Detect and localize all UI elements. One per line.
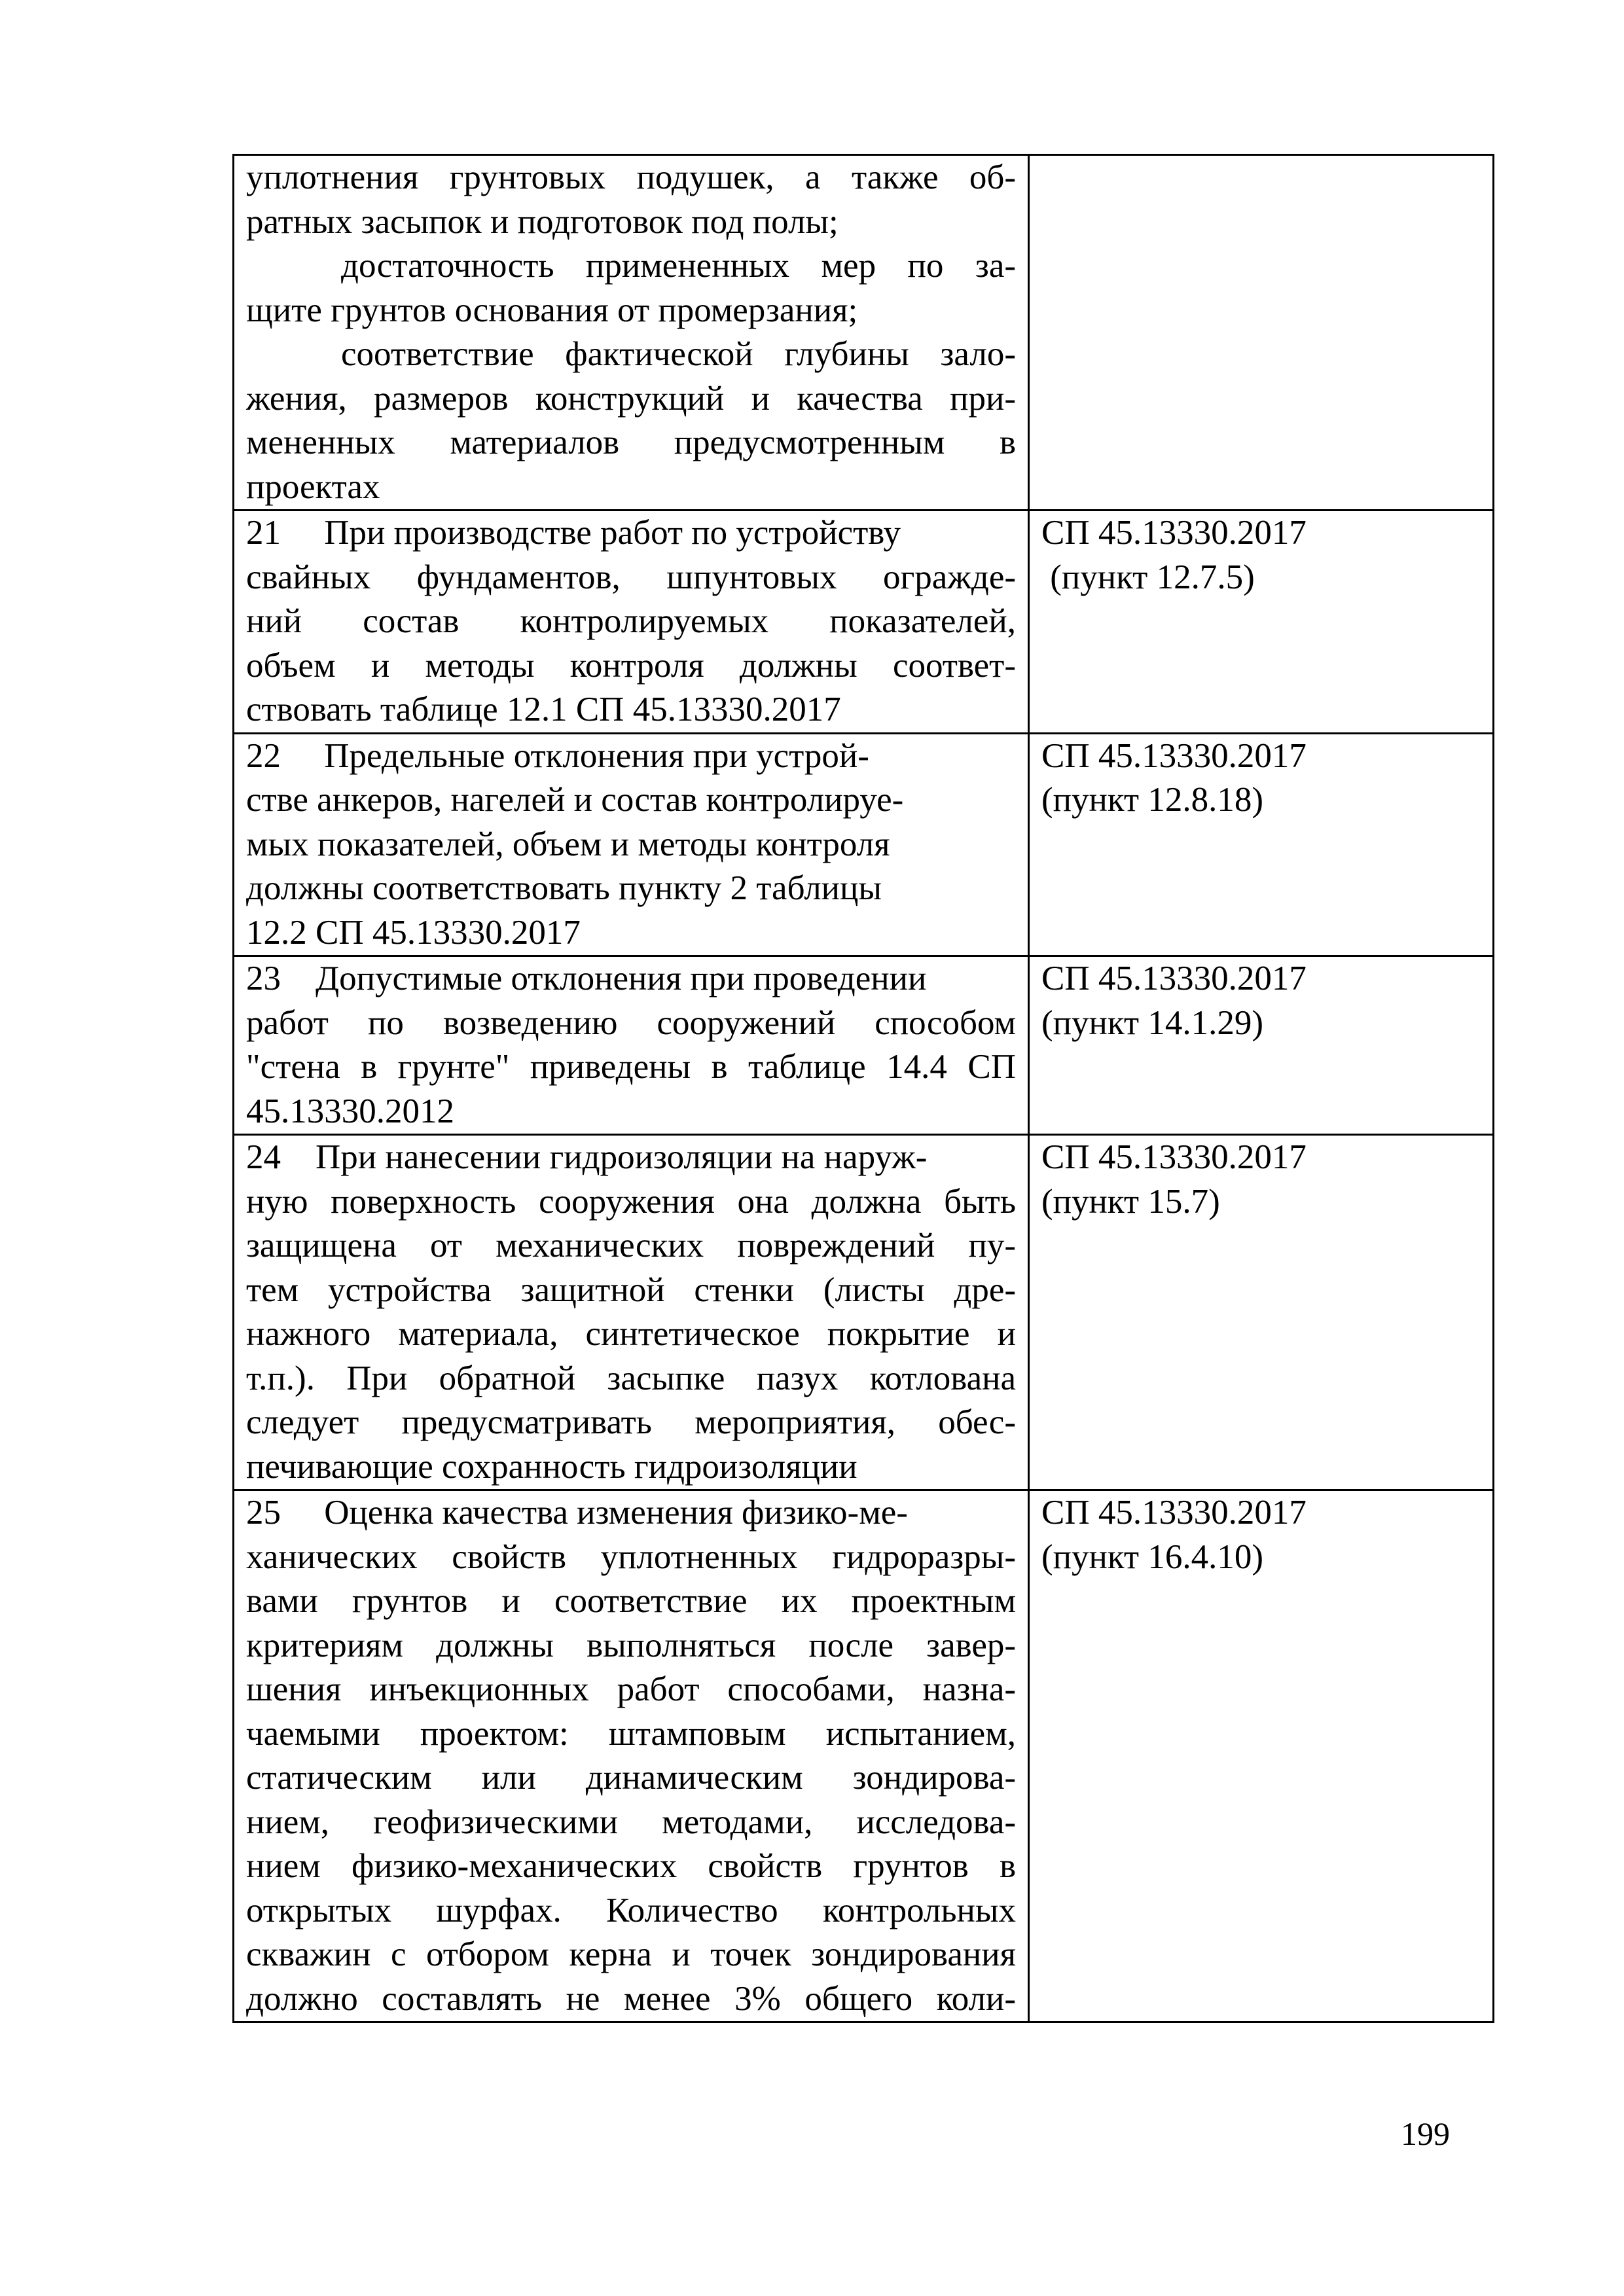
requirement-text-line: соответствие фактической глубины зало- [341, 335, 1016, 373]
reference-cell [1029, 956, 1494, 1135]
table-row [234, 511, 1494, 734]
requirement-text-line: ную поверхность сооружения она должна быть [246, 1182, 1016, 1221]
reference-cell [1029, 1135, 1494, 1490]
requirement-text-line: жения, размеров конструкций и качества при- [246, 379, 1016, 418]
requirement-text-line: т.п.). При обратной засыпке пазух котлована [246, 1359, 1016, 1397]
requirement-text-line: объем и методы контроля должны соответ- [246, 646, 1016, 685]
requirement-text-line: 25 Оценка качества изменения физико-ме- [246, 1494, 908, 1532]
reference-cell [1029, 733, 1494, 956]
reference-text-line: (пункт 14.1.29) [1041, 1003, 1263, 1042]
requirement-text-line: 23 Допустимые отклонения при проведении [246, 960, 927, 997]
requirement-text-line: следует предусматривать мероприятия, обес- [246, 1403, 1016, 1441]
table-body [234, 155, 1494, 2022]
reference-text-line: СП 45.13330.2017 [1041, 1494, 1307, 1532]
requirement-cell [234, 155, 1029, 511]
table-row [234, 1490, 1494, 2022]
table-row [234, 1135, 1494, 1490]
requirement-text-line: скважин с отбором керна и точек зондирования [246, 1935, 1016, 1973]
requirement-text-line: стве анкеров, нагелей и состав контролируе- [246, 781, 904, 819]
requirement-text-line: должны соответствовать пункту 2 таблицы [246, 869, 882, 907]
requirement-text-line: тем устройства защитной стенки (листы дре- [246, 1270, 1016, 1309]
reference-text-line: СП 45.13330.2017 [1041, 1138, 1307, 1176]
reference-cell [1029, 155, 1494, 511]
requirements-table [232, 154, 1494, 2023]
requirement-cell [234, 1135, 1029, 1490]
table-row [234, 956, 1494, 1135]
requirement-cell [234, 733, 1029, 956]
reference-cell [1029, 1490, 1494, 2022]
requirement-text-line: должно составлять не менее 3% общего коли- [246, 1979, 1016, 2018]
requirement-text-line: работ по возведению сооружений способом [246, 1003, 1016, 1042]
requirement-text-line: ний состав контролируемых показателей, [246, 602, 1016, 640]
requirement-text-line: нием физико-механических свойств грунтов в [246, 1847, 1016, 1885]
requirement-text-line: открытых шурфах. Количество контрольных [246, 1891, 1016, 1929]
requirement-text-line: печивающие сохранность гидроизоляции [246, 1447, 857, 1486]
requirement-text-line: чаемыми проектом: штамповым испытанием, [246, 1714, 1016, 1753]
reference-cell [1029, 511, 1494, 734]
requirement-text-line: ратных засыпок и подготовок под полы; [246, 202, 839, 241]
requirement-text-line: мых показателей, объем и методы контроля [246, 825, 890, 863]
requirement-text-line: свайных фундаментов, шпунтовых огражде- [246, 558, 1016, 596]
requirement-text-line: 24 При нанесении гидроизоляции на наруж- [246, 1138, 928, 1176]
requirement-text-line: 22 Предельные отклонения при устрой- [246, 736, 869, 775]
requirement-text-line: нием, геофизическими методами, исследова- [246, 1803, 1016, 1841]
reference-text-line: СП 45.13330.2017 [1041, 514, 1307, 552]
requirement-text-line: вами грунтов и соответствие их проектным [246, 1582, 1016, 1620]
requirement-cell [234, 1490, 1029, 2022]
requirement-text-line: нажного материала, синтетическое покрытие и [246, 1315, 1016, 1353]
requirement-text-line: мененных материалов предусмотренным в [246, 423, 1016, 461]
table-row [234, 155, 1494, 511]
requirement-text-line: 21 При производстве работ по устройству [246, 514, 901, 552]
reference-text-line: СП 45.13330.2017 [1041, 960, 1307, 997]
requirement-text-line: уплотнения грунтовых подушек, а также об- [246, 158, 1016, 196]
requirement-text-line: достаточность примененных мер по за- [341, 247, 1016, 285]
requirement-text-line: статическим или динамическим зондирова- [246, 1759, 1016, 1797]
reference-text-line: (пункт 12.7.5) [1041, 558, 1255, 596]
requirement-cell [234, 956, 1029, 1135]
requirement-cell [234, 511, 1029, 734]
requirement-text-line: "стена в грунте" приведены в таблице 14.4 СП [246, 1048, 1016, 1086]
requirement-text-line: 45.13330.2012 [246, 1092, 454, 1130]
requirement-text-line: проектах [246, 467, 380, 506]
requirement-text-line: шения инъекционных работ способами, назна- [246, 1670, 1016, 1708]
table-row [234, 733, 1494, 956]
reference-text-line: СП 45.13330.2017 [1041, 736, 1307, 775]
requirement-text-line: критериям должны выполняться после завер- [246, 1626, 1016, 1664]
requirement-text-line: защищена от механических повреждений пу- [246, 1227, 1016, 1265]
requirement-text-line: щите грунтов основания от промерзания; [246, 291, 858, 329]
requirement-text-line: ствовать таблице 12.1 СП 45.13330.2017 [246, 691, 841, 728]
requirement-text-line: ханических свойств уплотненных гидроразры- [246, 1537, 1016, 1576]
reference-text-line: (пункт 15.7) [1041, 1182, 1220, 1221]
page-number: 199 [1401, 2115, 1450, 2152]
reference-text-line: (пункт 12.8.18) [1041, 781, 1263, 819]
requirement-text-line: 12.2 СП 45.13330.2017 [246, 913, 581, 952]
reference-text-line: (пункт 16.4.10) [1041, 1537, 1263, 1576]
